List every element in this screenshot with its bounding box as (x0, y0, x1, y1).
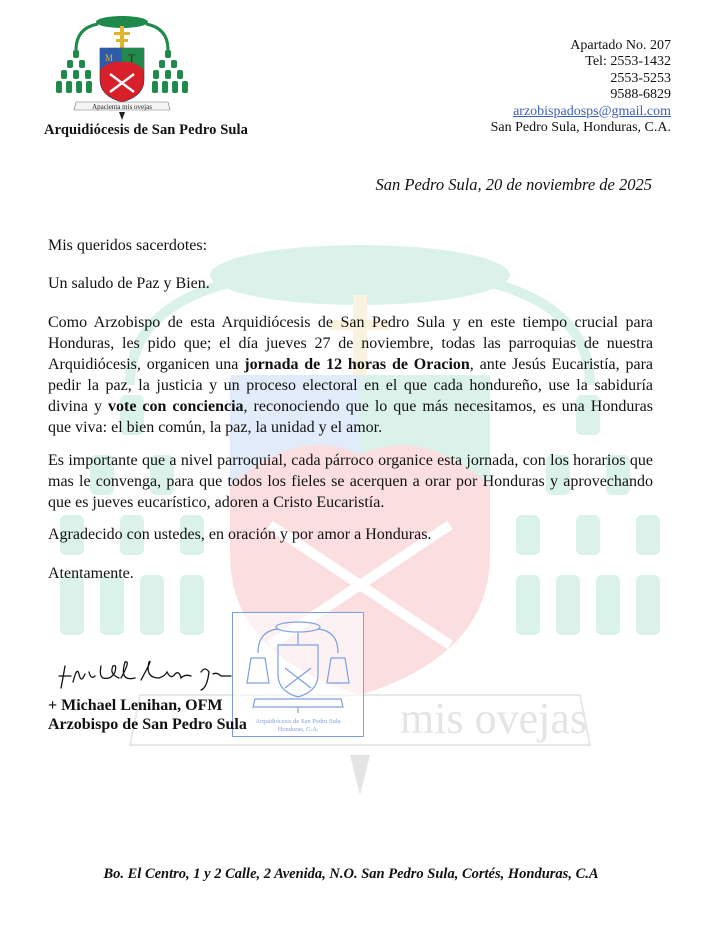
paragraph-1-emphasis-vote: vote con conciencia (108, 398, 244, 415)
signer-name: + Michael Lenihan, OFM (48, 697, 223, 714)
svg-text:Apacienta mis ovejas: Apacienta mis ovejas (92, 103, 152, 111)
svg-text:Arquidiócesis de San Pedro Sul: Arquidiócesis de San Pedro Sula (255, 718, 341, 725)
svg-text:T: T (128, 51, 136, 65)
letter-paragraph-1 (48, 312, 653, 438)
paragraph-1-text: , reconociendo que lo que más necesitamos, es una Honduras que viva: el bien común, la paz, la unidad y el amor. (48, 398, 653, 436)
paragraph-1-text: Como Arzobispo de esta Arquidiócesis de San Pedro Sula y en este tiempo crucial para Honduras, les pido que; el día jueves 27 de noviembre, todas las parroquias de nuestra Arquidiócesis, organicen una (48, 314, 653, 373)
letter-greeting: Mis queridos sacerdotes: (48, 237, 208, 254)
signer-title: Arzobispo de San Pedro Sula (48, 716, 247, 733)
po-box: Apartado No. 207 (570, 38, 671, 53)
svg-text:M: M (105, 53, 114, 63)
letter-thanks: Agradecido con ustedes, en oración y por amor a Honduras. (48, 526, 432, 543)
phone-2: 2553-5253 (610, 70, 671, 86)
svg-text:Honduras, C.A.: Honduras, C.A. (277, 726, 319, 733)
email-link[interactable]: arzobispadosps@gmail.com (513, 103, 671, 119)
contact-block (491, 38, 671, 136)
archdiocese-crest-logo (52, 10, 192, 120)
handwritten-signature (55, 652, 255, 692)
svg-text:mis ovejas: mis ovejas (400, 694, 587, 743)
letter-salutation: Un saludo de Paz y Bien. (48, 275, 210, 292)
paragraph-1-emphasis-prayer: jornada de 12 horas de Oracion (244, 356, 470, 373)
phone-1: Tel: 2553-1432 (585, 54, 671, 70)
letter-date: San Pedro Sula, 20 de noviembre de 2025 (375, 175, 652, 194)
letter-closing: Atentamente. (48, 565, 134, 582)
organization-name: Arquidiócesis de San Pedro Sula (44, 122, 248, 138)
footer-address: Bo. El Centro, 1 y 2 Calle, 2 Avenida, N.O. San Pedro Sula, Cortés, Honduras, C.A (103, 866, 599, 882)
location: San Pedro Sula, Honduras, C.A. (490, 120, 671, 136)
letter-paragraph-2: Es importante que a nivel parroquial, cada párroco organice esta jornada, con los horarios que mas le convenga, para que todos los fieles se acerquen a orar por Honduras y aprovechando que es jueves eucarístico, adoren a Cristo Eucaristía. (48, 452, 653, 511)
phone-3: 9588-6829 (610, 87, 671, 103)
paragraph-1-text: , ante Jesús Eucaristía, para pedir la paz, la justicia y un proceso electoral en el que cada hondureño, use la sabiduría divina y (48, 356, 653, 415)
